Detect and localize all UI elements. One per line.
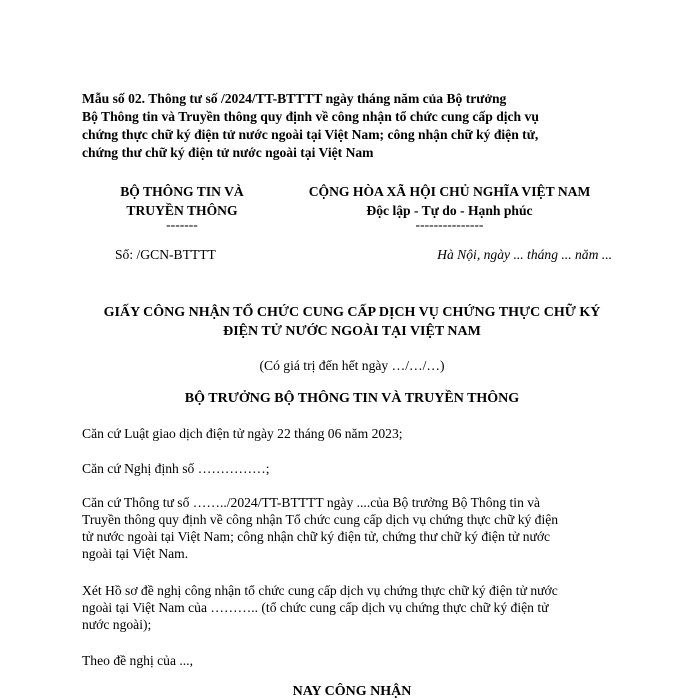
proposal-basis [82, 652, 627, 669]
form-reference-note [82, 90, 622, 162]
paragraph-line: tử nước ngoài tại Việt Nam; công nhận chữ ký điện tử, chứng thư chữ ký điện tử nước [82, 529, 551, 544]
paragraph-line: nước ngoài); [82, 617, 152, 632]
paragraph-line: ngoài tại Việt Nam. [82, 546, 189, 561]
legal-basis-law [82, 425, 627, 442]
form-note-line: Bộ Thông tin và Truyền thông quy định về công nhận tổ chức cung cấp dịch vụ [82, 109, 539, 124]
paragraph-line: Căn cứ Thông tư số ……../2024/TT-BTTTT ngày ....của Bộ trưởng Bộ Thông tin và [82, 495, 541, 510]
national-heading [277, 182, 622, 230]
paragraph-line: Xét Hồ sơ đề nghị công nhận tổ chức cung cấp dịch vụ chứng thực chữ ký điện tử nước [82, 583, 558, 598]
legal-basis-circular [82, 494, 627, 562]
document-title [82, 303, 622, 341]
decision-heading: NAY CÔNG NHẬN [292, 684, 412, 699]
document-number: Số: /GCN-BTTTT [115, 247, 216, 262]
issuing-agency [82, 182, 282, 230]
paragraph-line: Căn cứ Luật giao dịch điện tử ngày 22 tháng 06 năm 2023; [82, 426, 403, 441]
paragraph-line: Truyền thông quy định về công nhận Tổ chức cung cấp dịch vụ chứng thực chữ ký điện [82, 512, 559, 527]
validity-period: (Có giá trị đến hết ngày …/…/…) [259, 358, 445, 373]
place-and-date: Hà Nội, ngày ... tháng ... năm ... [437, 247, 612, 262]
legal-basis-decree [82, 460, 627, 477]
issuing-authority: BỘ TRƯỞNG BỘ THÔNG TIN VÀ TRUYỀN THÔNG [184, 391, 520, 406]
national-motto: Độc lập - Tự do - Hạnh phúc [366, 203, 533, 218]
paragraph-line: Căn cứ Nghị định số ……………; [82, 461, 270, 476]
title-line1: GIẤY CÔNG NHẬN TỔ CHỨC CUNG CẤP DỊCH VỤ CHỨNG THỰC CHỮ KÝ [103, 305, 601, 320]
paragraph-line: ngoài tại Việt Nam của ……….. (tổ chức cung cấp dịch vụ chứng thực chữ ký điện tử [82, 600, 549, 615]
agency-name-line1: BỘ THÔNG TIN VÀ [120, 184, 244, 199]
dossier-consideration [82, 582, 627, 633]
form-note-line: chứng thực chữ ký điện tử nước ngoài tại Việt Nam; công nhận chữ ký điện tử, [82, 127, 539, 142]
agency-name-line2: TRUYỀN THÔNG [126, 203, 238, 218]
paragraph-line: Theo đề nghị của ..., [82, 653, 193, 668]
motto-divider: --------------- [415, 217, 484, 232]
title-line2: ĐIỆN TỬ NƯỚC NGOÀI TẠI VIỆT NAM [223, 324, 481, 339]
country-name: CỘNG HÒA XÃ HỘI CHỦ NGHĨA VIỆT NAM [308, 184, 591, 199]
form-note-line: chứng thư chữ ký điện tử nước ngoài tại Việt Nam [82, 145, 374, 160]
agency-divider: ------- [166, 217, 198, 232]
form-note-line: Mẫu số 02. Thông tư số /2024/TT-BTTTT ngày tháng năm của Bộ trưởng [82, 91, 507, 106]
